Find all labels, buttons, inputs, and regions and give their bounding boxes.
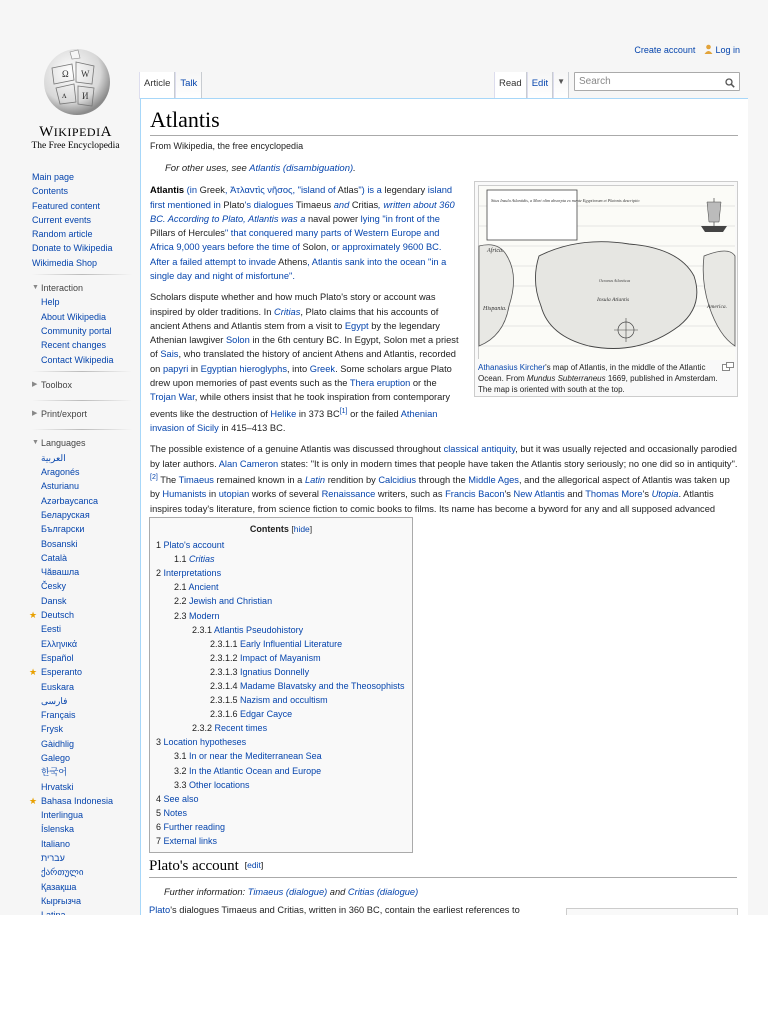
toc-list [156, 538, 406, 848]
sidebar-item-current-events[interactable]: Current events [32, 214, 92, 225]
article-link[interactable]: Solon [225, 335, 250, 346]
toc-number: 1 [156, 540, 162, 551]
language-link[interactable]: Dansk [41, 595, 67, 606]
toc-link[interactable]: Impact of Mayanism [240, 652, 321, 663]
toc-item[interactable] [156, 693, 406, 707]
toc-title: Contents [hide] [249, 524, 313, 534]
featured-star-icon: ★ [29, 610, 38, 621]
toc-number: 3.2 [174, 765, 187, 776]
chevron-right-icon: ▶ [32, 380, 38, 388]
text-span: or the failed [347, 408, 401, 419]
language-link[interactable]: Чăвашла [41, 567, 80, 578]
toc-number: 2.3.1.5 [210, 695, 238, 706]
language-link[interactable]: Français [41, 710, 76, 721]
personal-tools [634, 44, 740, 57]
text-span: rendition by [325, 475, 379, 486]
toc-item[interactable] [156, 707, 406, 721]
toc-number: 2.3.1.1 [210, 638, 238, 649]
toc-number: 5 [156, 807, 162, 818]
text-span: . Some scholars argue Plato drew upon memories of past events such as the [150, 363, 452, 389]
toc-number: 3 [156, 737, 162, 748]
article-link[interactable]: (in [184, 185, 200, 196]
text-span: states: "It is only in modern times that people have taken the Atlantis story seriously; no one did so in antiquity". [278, 458, 738, 469]
toc-number: 2.3.2 [192, 723, 213, 734]
tab-talk[interactable]: Talk [175, 72, 202, 99]
text-span: Critias [351, 199, 379, 210]
svg-text:Ω: Ω [62, 69, 69, 79]
toc-item[interactable] [156, 651, 406, 665]
svg-text:ʌ: ʌ [62, 90, 67, 100]
printexport-heading[interactable]: ▶ Print/export [32, 407, 137, 421]
text-span: in [206, 489, 219, 500]
article-link[interactable]: Thera eruption [349, 378, 411, 389]
plato-link[interactable]: Plato [149, 905, 171, 915]
section-edit-link[interactable]: edit [247, 860, 261, 870]
nav-main-list [32, 170, 137, 270]
toc-number: 3.3 [174, 779, 187, 790]
language-link[interactable]: Íslenska [41, 824, 75, 835]
article-link[interactable]: papyri [162, 363, 189, 374]
toc-item[interactable] [156, 721, 406, 735]
log-in-link[interactable]: Log in [715, 45, 740, 55]
more-actions-dropdown[interactable] [553, 72, 569, 99]
toc-item[interactable] [156, 580, 406, 594]
text-span: legendary [384, 185, 426, 196]
chevron-down-icon: ▼ [557, 77, 566, 86]
text-span: 's [504, 489, 514, 500]
language-link[interactable]: Hrvatski [41, 781, 74, 792]
toc-link[interactable]: Atlantis Pseudohistory [214, 624, 304, 635]
text-span: The possible existence of a genuine Atlantis was discussed throughout [150, 444, 444, 455]
toc-number: 2.1 [174, 582, 187, 593]
toc-item[interactable] [156, 778, 406, 792]
article-link[interactable]: Humanists [162, 489, 207, 500]
page-title: Atlantis [150, 107, 738, 136]
thumbnail-caption: Athanasius Kircher's map of Atlantis, in the middle of the Atlantic Ocean. From Mundus Subterraneus 1669, published in Amsterdam. The map is oriented with south at the top. [478, 362, 734, 395]
article-link[interactable]: Francis Bacon [445, 489, 505, 500]
map-label-hispania: Hispania. [483, 306, 507, 312]
toc-number: 7 [156, 836, 162, 847]
map-cartouche-text: Situs Insula Atlantidis, a Mari olim absorpta ex mente Egyptiorum et Platonis descriptio [491, 198, 640, 203]
toc-hide-link[interactable]: hide [293, 524, 310, 534]
language-link[interactable]: Euskara [41, 681, 75, 692]
toc-number: 2.3.1.6 [210, 709, 238, 720]
chevron-down-icon: ▼ [32, 284, 39, 292]
article-link[interactable]: Utopia [651, 489, 679, 500]
toc-number: 2.3.1.2 [210, 652, 238, 663]
article-link[interactable]: " that conquered many parts of Western Europe and Africa 9,000 years before the time of [150, 228, 440, 253]
interaction-heading[interactable]: ▼ Interaction [32, 281, 137, 295]
atlantis-map-image[interactable] [478, 185, 734, 359]
chevron-down-icon: ▼ [32, 439, 39, 447]
text-span: in 415–413 BC. [218, 423, 286, 434]
toc-link[interactable]: In the Atlantic Ocean and Europe [189, 765, 322, 776]
toolbox-heading[interactable]: ▶ Toolbox [32, 378, 137, 392]
toc-link[interactable]: Nazism and occultism [240, 695, 328, 706]
language-link[interactable]: Asturianu [41, 481, 80, 492]
toc-link[interactable]: Interpretations [163, 568, 222, 579]
language-link[interactable]: ქართული [41, 867, 84, 878]
language-link[interactable]: ★ Bahasa Indonesia [32, 794, 137, 808]
language-link[interactable]: עברית [41, 853, 65, 864]
toc-item[interactable] [156, 679, 406, 693]
language-link[interactable]: ★ Deutsch [32, 608, 137, 622]
text-span: writers, such as [375, 489, 446, 500]
text-span: The [157, 475, 179, 486]
sidebar-item-main-page[interactable]: Main page [32, 172, 75, 182]
toc-item[interactable] [156, 609, 406, 623]
sidebar-navigation [29, 170, 137, 937]
paragraph-1 [150, 183, 462, 283]
article-link[interactable]: Helike [270, 408, 297, 419]
article-link[interactable]: Calcidius [378, 475, 417, 486]
language-link[interactable]: Қазақша [41, 881, 77, 892]
language-link[interactable]: Aragonés [41, 467, 80, 478]
paragraph-platos-account: Plato's dialogues Timaeus and Critias, written in 360 BC, contain the earliest references to [149, 905, 520, 915]
article-link[interactable]: Greek [309, 363, 336, 374]
wikipedia-wordmark: WIKIPEDIA [39, 124, 112, 140]
toc-link[interactable]: Other locations [189, 779, 250, 790]
toc-number: 4 [156, 793, 162, 804]
toc-link[interactable]: Madame Blavatsky and the Theosophists [240, 680, 405, 691]
language-link[interactable]: 한국어 [41, 767, 68, 778]
text-span: in 373 BC [296, 408, 340, 419]
nav-interaction-list [32, 295, 137, 366]
toc-item[interactable] [156, 623, 406, 637]
site-subtitle: From Wikipedia, the free encyclopedia [150, 141, 304, 152]
text-span: or the [410, 378, 437, 389]
article-link[interactable]: Athenian invasion of Sicily [150, 408, 438, 434]
language-link[interactable]: Español [41, 652, 74, 663]
text-span: , into [286, 363, 310, 374]
language-link[interactable]: Eesti [41, 624, 62, 635]
article-link[interactable]: , or approximately 9600 BC. After a failed attempt to invade [150, 242, 442, 267]
language-link[interactable]: ★ Esperanto [32, 665, 137, 679]
citation-link[interactable]: [2] [150, 473, 158, 481]
text-span: through the [416, 475, 469, 486]
toc-link[interactable]: Jewish and Christian [189, 596, 273, 607]
sidebar-item-community-portal[interactable]: Community portal [41, 325, 112, 336]
article-link[interactable]: Sais [160, 349, 179, 360]
text-span: Plato [223, 199, 245, 210]
language-link[interactable]: Gàidhlig [41, 738, 75, 749]
toc-link[interactable]: Edgar Cayce [240, 709, 293, 720]
text-span: naval power [307, 213, 359, 224]
text-span: by the legendary Athenian lawgiver [150, 320, 440, 346]
featured-star-icon: ★ [29, 667, 38, 678]
article-link[interactable]: island first mentioned in [150, 185, 453, 210]
article-link[interactable]: Renaissance [321, 489, 376, 500]
paragraph-2 [150, 290, 462, 435]
text-span: , while others insist that he took inspiration from contemporary events like the destruction of [150, 392, 451, 419]
create-account-link[interactable]: Create account [634, 45, 696, 55]
sidebar-item-featured-content[interactable]: Featured content [32, 200, 101, 211]
article-link[interactable]: lying "in front of the [358, 213, 440, 224]
toc-link[interactable]: Ancient [188, 582, 219, 593]
kircher-map-illustration [479, 186, 735, 360]
toc-number: 2.3.1.3 [210, 666, 238, 677]
text-span: 's [642, 489, 652, 500]
wikipedia-tagline: The Free Encyclopedia [31, 141, 120, 151]
toc-link[interactable]: Ignatius Donnelly [240, 666, 310, 677]
toc-number: 2.3 [174, 610, 187, 621]
sidebar-item-contents[interactable]: Contents [32, 186, 69, 197]
map-label-america: America. [707, 304, 728, 310]
toc-item[interactable] [156, 665, 406, 679]
article-link[interactable]: Thomas More [585, 489, 643, 500]
text-span: in [188, 363, 201, 374]
tab-read[interactable]: Read [494, 72, 527, 99]
article-link[interactable]: 's dialogues [244, 199, 296, 210]
language-link[interactable]: Català [41, 552, 68, 563]
language-link[interactable]: Беларуская [41, 509, 90, 520]
language-link[interactable]: Azərbaycanca [41, 495, 99, 506]
article-link[interactable]: Egyptian hieroglyphs [200, 363, 287, 374]
language-link[interactable]: العربية [41, 452, 66, 463]
article-link[interactable]: Egypt [344, 320, 369, 331]
view-tabs [494, 72, 569, 99]
article-link[interactable]: classical antiquity [443, 444, 516, 455]
featured-star-icon: ★ [29, 795, 38, 806]
wikipedia-logo[interactable] [18, 42, 133, 157]
search-icon[interactable] [725, 78, 735, 88]
toc-item[interactable] [156, 538, 406, 552]
text-span: Pillars of Hercules [150, 228, 225, 239]
languages-list [29, 451, 137, 937]
search-placeholder: Search [579, 76, 611, 87]
table-of-contents [149, 517, 413, 853]
toc-number: 2 [156, 568, 162, 579]
citation-link[interactable]: [1] [339, 407, 348, 415]
toc-link[interactable]: Location hypotheses [163, 737, 247, 748]
text-span: , who translated the history of ancient Athens and Atlantis, recorded on [150, 349, 456, 374]
tab-edit[interactable]: Edit [527, 72, 553, 99]
language-link[interactable]: Български [41, 524, 85, 535]
toc-link[interactable]: Critias [189, 554, 215, 565]
article-link[interactable]: Critias [274, 306, 301, 317]
map-label-insula: Insula Atlantis [597, 297, 630, 303]
timaeus-link[interactable]: Timaeus (dialogue) [247, 887, 328, 897]
map-label-ocean: Oceanus Atlanticus [599, 278, 631, 283]
language-link[interactable]: Кырғызча [41, 895, 81, 906]
text-span: Atlas [337, 185, 359, 196]
tab-article[interactable]: Article [139, 72, 175, 99]
toc-number: 1.1 [174, 554, 187, 565]
language-link[interactable]: Česky [41, 581, 67, 592]
text-span: works of several [249, 489, 322, 500]
toc-link[interactable]: Notes [163, 807, 188, 818]
toc-number: 3.1 [174, 751, 187, 762]
caption-link-kircher[interactable]: Athanasius Kircher [478, 363, 546, 372]
search-input[interactable] [574, 72, 740, 91]
toc-item[interactable] [156, 806, 406, 820]
toc-item[interactable] [156, 552, 406, 566]
article-link[interactable]: ") is a [358, 185, 385, 196]
toc-link[interactable]: External links [163, 836, 218, 847]
text-span: Solon [302, 242, 327, 253]
toc-item[interactable] [156, 637, 406, 651]
toc-item[interactable] [156, 792, 406, 806]
text-span: Greek [199, 185, 225, 196]
language-link[interactable]: فارسی [41, 695, 68, 706]
text-span: , Plato claims that his accounts of ancient Athens and Atlantis stem from a visit to [150, 306, 439, 331]
disambiguation-link[interactable]: Atlantis (disambiguation) [249, 163, 354, 175]
toc-number: 2.2 [174, 596, 187, 607]
text-span: remained known in a [213, 475, 305, 486]
bold-term: Atlantis [150, 185, 185, 196]
sidebar-item-help[interactable]: Help [41, 297, 60, 308]
toc-link[interactable]: Plato's account [163, 540, 225, 551]
puzzle-globe-icon [42, 44, 112, 118]
enlarge-icon[interactable] [722, 362, 734, 371]
sidebar-item-random-article[interactable]: Random article [32, 229, 93, 240]
text-span: , but it was usually rejected and occasionally parodied by later authors. [150, 444, 737, 469]
article-link[interactable]: , written about 360 BC. According to Plato, Atlantis was a [150, 199, 455, 224]
article-link[interactable]: Timaeus [178, 475, 214, 486]
language-link[interactable]: Ελληνικά [41, 638, 78, 649]
critias-link[interactable]: Critias (dialogue) [347, 887, 419, 897]
sidebar-item-about-wikipedia[interactable]: About Wikipedia [41, 311, 107, 322]
sidebar-item-wikimedia-shop[interactable]: Wikimedia Shop [32, 257, 98, 268]
text-span: . Atlantis inspires today's literature, from science fiction to comic books to films. Its name has become a byword for any and all supposed advanced [150, 489, 716, 514]
article-link[interactable]: Latin [304, 475, 326, 486]
language-link[interactable]: Galego [41, 752, 71, 763]
chevron-right-icon: ▶ [32, 410, 38, 418]
map-label-africa: Africa. [487, 248, 504, 254]
languages-heading[interactable]: ▼ Languages [32, 436, 137, 450]
language-link[interactable]: Italiano [41, 838, 71, 849]
article-link[interactable]: utopian [218, 489, 250, 500]
svg-text:И: И [82, 91, 89, 101]
text-span: Scholars dispute whether and how much Plato's story or account was inspired by older traditions. In [150, 292, 436, 317]
sidebar-item-contact-wikipedia[interactable]: Contact Wikipedia [41, 354, 114, 365]
language-link[interactable]: Frysk [41, 724, 63, 735]
toc-item[interactable] [156, 820, 406, 834]
toc-number: 6 [156, 821, 162, 832]
toc-item[interactable] [156, 735, 406, 749]
toc-item[interactable] [156, 834, 406, 848]
toc-link[interactable]: In or near the Mediterranean Sea [189, 751, 322, 762]
article-link[interactable]: Middle Ages [468, 475, 519, 486]
toc-link[interactable]: Early Influential Literature [240, 638, 343, 649]
user-icon [704, 44, 713, 54]
sidebar-item-recent-changes[interactable]: Recent changes [41, 340, 107, 351]
toc-link[interactable]: Modern [189, 610, 220, 621]
svg-text:W: W [81, 69, 90, 79]
article-link[interactable]: Alan Cameron [218, 458, 279, 469]
toc-link[interactable]: See also [163, 793, 199, 804]
toc-item[interactable] [156, 594, 406, 608]
text-span: and [564, 489, 586, 500]
hatnote: For other uses, see Atlantis (disambiguation). [165, 163, 356, 175]
namespace-tabs [139, 72, 202, 99]
article-link[interactable]: New Atlantis [513, 489, 565, 500]
toc-link[interactable]: Recent times [214, 723, 268, 734]
language-link[interactable]: Bosanski [41, 538, 78, 549]
language-link[interactable]: Interlingua [41, 810, 84, 821]
further-information-note: Further information: Timaeus (dialogue) and Critias (dialogue) [164, 887, 419, 897]
article-link[interactable]: and [331, 199, 352, 210]
text-span: , and the allegorical aspect of Atlantis was taken up by [150, 475, 730, 500]
text-span: Athens [278, 256, 308, 267]
sidebar-item-donate-to-wikipedia[interactable]: Donate to Wikipedia [32, 243, 113, 254]
toc-item[interactable] [156, 566, 406, 580]
article-link[interactable]: Trojan War [150, 392, 195, 403]
section-heading-platos-account: Plato's account [edit] [149, 857, 737, 878]
blank-area [0, 915, 768, 1024]
text-span: Timaeus [295, 199, 332, 210]
text-span: in the 6th century BC. In Egypt, Solon met a priest of [150, 335, 459, 360]
thumbnail-figure [474, 181, 738, 397]
toc-number: 2.3.1.4 [210, 680, 238, 691]
toc-number: 2.3.1 [192, 624, 213, 635]
article-link[interactable]: , Ἀτλαντὶς νῆσος, "island of [224, 185, 338, 196]
article-link[interactable]: , Atlantis sank into the ocean "in a single day and night of misfortune". [150, 256, 447, 281]
toc-item[interactable] [156, 749, 406, 763]
toc-link[interactable]: Further reading [163, 821, 226, 832]
toc-item[interactable] [156, 764, 406, 778]
